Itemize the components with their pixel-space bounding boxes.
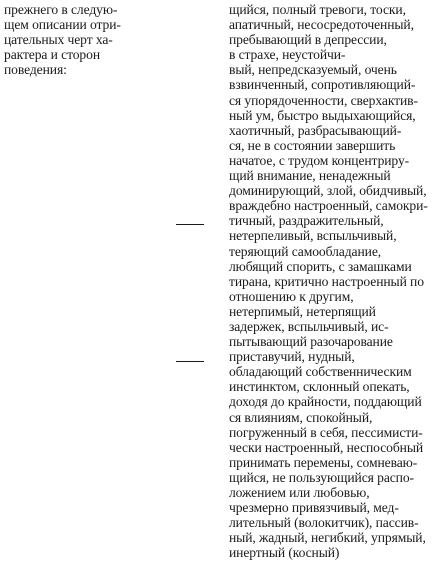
right-column-line: пытывающий разочарование [229, 334, 393, 350]
right-column-line: тирана, критично настроенный по [229, 273, 424, 289]
left-column-text [4, 2, 124, 77]
right-column-line: любящий спорить, с замашками [229, 258, 412, 274]
right-column-line: теряющий самообладание, [229, 243, 382, 259]
right-column-line: чрезмерно привязчивый, мед- [229, 500, 399, 516]
right-column-line: задержек, вспыльчивый, ис- [229, 318, 389, 334]
right-column-line: в страхе, неустойчи- [229, 47, 346, 63]
right-column-line: нетерпеливый, вспыльчивый, [229, 228, 397, 244]
right-column-line: приставучий, нудный, [229, 349, 355, 365]
right-column-line: начатое, с трудом концентриру- [229, 152, 410, 168]
right-column-line: щийся, не пользующийся распо- [229, 469, 414, 485]
right-column-line: нетерпимый, нетерпящий [229, 303, 376, 319]
right-column-line: щий внимание, ненадежный [229, 168, 391, 184]
right-column-line: отношению к другим, [229, 288, 354, 304]
right-column-line: ся, не в состоянии завершить [229, 137, 396, 153]
right-column-line: доходя до крайности, поддающий [229, 394, 422, 410]
right-column-line: вый, непредсказуемый, очень [229, 62, 397, 78]
right-column-line: погруженный в себя, пессимисти- [229, 424, 423, 440]
right-column-line: инстинктом, склонный опекать, [229, 379, 410, 395]
right-column-line: взвинченный, сопротивляющий- [229, 77, 416, 93]
right-column-line: обладающий собственническим [229, 364, 412, 380]
right-column-line: щийся, полный тревоги, тоски, [229, 2, 406, 17]
right-column-line: враждебно настроенный, самокри- [229, 198, 428, 214]
left-column-line: рактера и сторон [4, 47, 100, 63]
right-column-line: ся влияниям, спокойный, [229, 409, 373, 425]
right-column-line: пребывающий в депрессии, [229, 32, 387, 48]
right-column-line: лительный (волокитчик), пассив- [229, 515, 419, 531]
right-column-line: доминирующий, злой, обидчивый, [229, 183, 427, 199]
left-column-line: поведения: [4, 62, 67, 78]
right-column-line: чески настроенный, неспособный [229, 439, 424, 455]
right-column-line: инертный (косный) [229, 545, 340, 561]
right-column-line: тичный, раздражительный, [229, 213, 384, 229]
dash-separator-2 [176, 361, 204, 362]
left-column-line: щем описании отри- [4, 17, 121, 33]
dash-separator-1 [176, 224, 204, 225]
right-column-line: ный, жадный, негибкий, упрямый, [229, 530, 426, 546]
right-column-line: принимать перемены, сомневаю- [229, 454, 418, 470]
right-column-line: ный ум, быстро выдыхающийся, [229, 107, 416, 123]
right-column-text [229, 2, 441, 560]
right-column-line: ложением или любовью, [229, 485, 370, 500]
right-column-line: апатичный, несосредоточенный, [229, 17, 414, 33]
right-column-line: хаотичный, разбрасывающий- [229, 122, 402, 138]
right-column-line: ся упорядоченности, сверхактив- [229, 92, 418, 108]
left-column-line: прежнего в следую- [4, 2, 118, 17]
left-column-line: цательных черт ха- [4, 32, 113, 48]
